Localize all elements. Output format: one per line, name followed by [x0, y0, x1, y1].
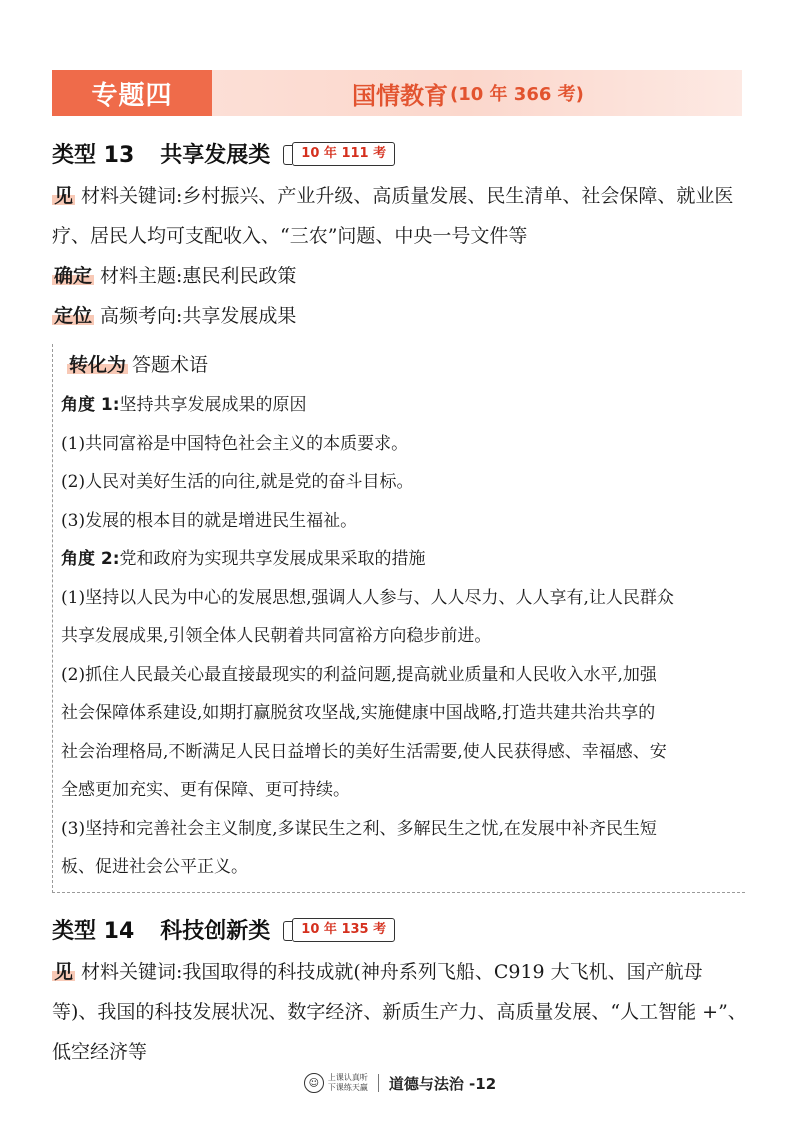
keywords-14-line-1: 材料关键词:我国取得的科技成就(神舟系列飞船、C919 大飞机、国产航母: [81, 961, 703, 983]
logo-line-1: 上课认真听: [327, 1073, 368, 1082]
jian-label-14: 见: [54, 961, 74, 983]
logo-line-2: 下课练天赢: [327, 1083, 368, 1092]
angle-1-item-2: (2)人民对美好生活的向往,就是党的奋斗目标。: [61, 472, 414, 492]
page-number: 道德与法治 -12: [388, 1074, 497, 1093]
type-13-keywords: [52, 176, 752, 256]
angle-1-title: 坚持共享发展成果的原因: [119, 395, 307, 415]
topic-title-text: 国情教育: [352, 81, 448, 110]
type-14-heading: [52, 914, 395, 945]
dingwei-label: 定位: [54, 305, 93, 327]
type-14-keywords: [52, 952, 752, 1072]
keywords-14-line-2: 等)、我国的科技发展状况、数字经济、新质生产力、高质量发展、“人工智能 +”、: [52, 1001, 747, 1023]
answer-terms-text: 答题术语: [132, 354, 209, 376]
angle-2-item-2c: 社会治理格局,不断满足人民日益增长的美好生活需要,使人民获得感、幸福感、安: [61, 741, 667, 762]
angle-2-item-3b: 板、促进社会公平正义。: [61, 857, 248, 877]
type-13-heading: [52, 138, 395, 169]
type-13-theme: [52, 256, 752, 296]
zhuanhua-label: 转化为: [69, 354, 127, 376]
angle-2-item-2a: (2)抓住人民最关心最直接最现实的利益问题,提高就业质量和人民收入水平,加强: [61, 664, 657, 685]
type-13-orientation: [52, 296, 752, 336]
type-13-number: 类型 13: [52, 143, 135, 168]
angle-1-heading: [61, 386, 737, 425]
angle-2-heading: [61, 540, 737, 579]
topic-title: [352, 70, 584, 116]
type-13-name: 共享发展类: [160, 143, 271, 168]
angle-1-item-3: (3)发展的根本目的就是增进民生福祉。: [61, 510, 358, 531]
mascot-icon: ☺: [304, 1073, 324, 1093]
footer-logo: [304, 1073, 368, 1093]
answer-content: [61, 386, 737, 887]
type-14-badge: 10 年 135 考: [292, 918, 395, 942]
jian-label: 见: [54, 185, 74, 207]
type-14-number: 类型 14: [52, 919, 135, 944]
keywords-line-2: 疗、居民人均可支配收入、“三农”问题、中央一号文件等: [52, 225, 528, 247]
topic-title-count: (10 年 366 考): [450, 84, 584, 105]
type-14-name: 科技创新类: [160, 919, 271, 944]
angle-2-item-3a: (3)坚持和完善社会主义制度,多谋民生之利、多解民生之忧,在发展中补齐民生短: [61, 818, 657, 839]
type-13-badge: 10 年 111 考: [292, 142, 395, 166]
answer-terms-box: [52, 344, 745, 893]
angle-1-item-1: (1)共同富裕是中国特色社会主义的本质要求。: [61, 433, 409, 454]
angle-2-item-1b: 共享发展成果,引领全体人民朝着共同富裕方向稳步前进。: [61, 626, 492, 646]
angle-2-item-2b: 社会保障体系建设,如期打赢脱贫攻坚战,实施健康中国战略,打造共建共治共享的: [61, 703, 656, 723]
keywords-14-line-3: 低空经济等: [52, 1041, 148, 1063]
angle-2-title: 党和政府为实现共享发展成果采取的措施: [119, 549, 426, 569]
keywords-line-1: 材料关键词:乡村振兴、产业升级、高质量发展、民生清单、社会保障、就业医: [81, 185, 734, 207]
footer-divider: [378, 1074, 379, 1092]
topic-banner: [52, 70, 742, 116]
topic-tag: 专题四: [52, 70, 212, 116]
answer-terms-heading: [67, 350, 208, 377]
angle-2-item-2d: 全感更加充实、更有保障、更可持续。: [61, 780, 350, 800]
orientation-text: 高频考向:共享发展成果: [100, 305, 297, 327]
angle-2-item-1a: (1)坚持以人民为中心的发展思想,强调人人参与、人人尽力、人人享有,让人民群众: [61, 587, 674, 608]
page-footer: [0, 1068, 800, 1098]
angle-2-label: 角度 2:: [61, 549, 120, 569]
queding-label: 确定: [54, 265, 93, 287]
angle-1-label: 角度 1:: [61, 395, 120, 415]
theme-text: 材料主题:惠民利民政策: [100, 265, 297, 287]
